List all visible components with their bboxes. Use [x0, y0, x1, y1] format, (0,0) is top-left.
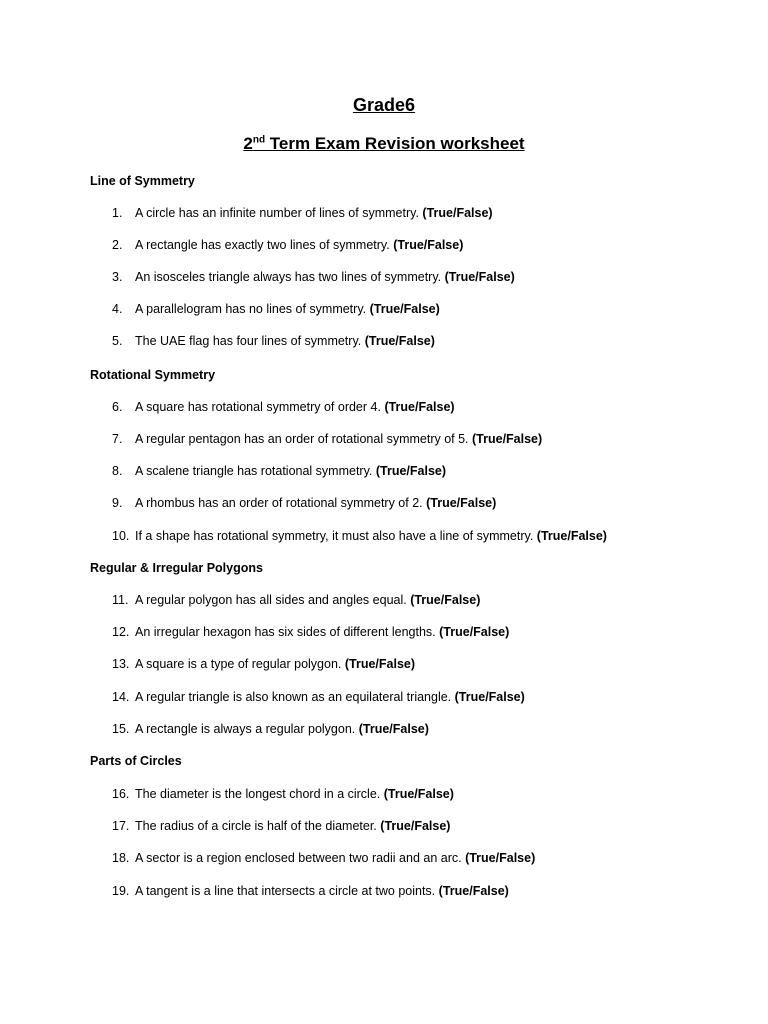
section-heading-line-of-symmetry: Line of Symmetry — [90, 174, 195, 188]
question-item — [112, 238, 463, 252]
question-item — [112, 270, 515, 284]
question-text: A rectangle has exactly two lines of symmetry. — [135, 238, 390, 252]
question-item — [112, 625, 509, 639]
question-item — [112, 400, 455, 414]
question-number: 8. — [112, 464, 123, 478]
true-false-label: (True/False) — [536, 529, 607, 543]
subtitle-text: Term Exam Revision worksheet — [265, 134, 525, 153]
question-item — [112, 851, 535, 865]
question-text: A square has rotational symmetry of order 4. — [135, 400, 381, 414]
question-number: 6. — [112, 400, 123, 414]
question-text: If a shape has rotational symmetry, it must also have a line of symmetry. — [135, 529, 534, 543]
question-text: An irregular hexagon has six sides of different lengths. — [135, 625, 436, 639]
question-item — [112, 302, 440, 316]
question-item — [112, 819, 450, 833]
question-text: The radius of a circle is half of the diameter. — [135, 819, 377, 833]
question-number: 14. — [112, 690, 130, 704]
question-item — [112, 787, 454, 801]
question-number: 7. — [112, 432, 123, 446]
true-false-label: (True/False) — [472, 432, 543, 446]
subtitle-superscript: nd — [252, 134, 266, 146]
section-heading-rotational-symmetry: Rotational Symmetry — [90, 368, 216, 382]
question-text: A sector is a region enclosed between two radii and an arc. — [135, 851, 462, 865]
question-text: A rhombus has an order of rotational symmetry of 2. — [135, 496, 423, 510]
question-number: 17. — [112, 819, 130, 833]
question-number: 5. — [112, 334, 123, 348]
true-false-label: (True/False) — [465, 851, 536, 865]
true-false-label: (True/False) — [364, 334, 435, 348]
true-false-label: (True/False) — [383, 787, 454, 801]
question-item — [112, 464, 446, 478]
question-number: 18. — [112, 851, 130, 865]
question-item — [112, 529, 607, 543]
true-false-label: (True/False) — [444, 270, 515, 284]
question-number: 11. — [112, 593, 129, 607]
question-text: A regular pentagon has an order of rotational symmetry of 5. — [135, 432, 469, 446]
question-item — [112, 496, 496, 510]
true-false-label: (True/False) — [358, 722, 429, 736]
true-false-label: (True/False) — [454, 690, 525, 704]
question-text: The UAE flag has four lines of symmetry. — [135, 334, 362, 348]
question-text: A square is a type of regular polygon. — [135, 657, 342, 671]
true-false-label: (True/False) — [422, 206, 493, 220]
true-false-label: (True/False) — [384, 400, 455, 414]
true-false-label: (True/False) — [344, 657, 416, 671]
worksheet-subtitle — [0, 134, 768, 154]
subtitle-ordinal: 2 — [243, 134, 253, 153]
true-false-label: (True/False) — [375, 464, 447, 478]
true-false-label: (True/False) — [410, 593, 481, 607]
question-number: 3. — [112, 270, 123, 284]
question-item — [112, 690, 525, 704]
worksheet-title: Grade6 — [352, 95, 416, 115]
question-number: 9. — [112, 496, 123, 510]
true-false-label: (True/False) — [438, 884, 509, 898]
question-number: 15. — [112, 722, 130, 736]
question-item — [112, 593, 480, 607]
question-text: A tangent is a line that intersects a circle at two points. — [135, 884, 436, 898]
question-item — [112, 432, 542, 446]
question-item — [112, 884, 509, 898]
question-text: A rectangle is always a regular polygon. — [135, 722, 356, 736]
question-text: A regular triangle is also known as an equilateral triangle. — [135, 690, 452, 704]
question-item — [112, 206, 493, 220]
true-false-label: (True/False) — [393, 238, 464, 252]
question-text: A regular polygon has all sides and angles equal. — [135, 593, 407, 607]
question-text: A scalene triangle has rotational symmetry. — [135, 464, 373, 478]
question-text: A circle has an infinite number of lines of symmetry. — [135, 206, 419, 220]
true-false-label: (True/False) — [426, 496, 497, 510]
question-text: The diameter is the longest chord in a circle. — [135, 787, 381, 801]
question-number: 2. — [112, 238, 123, 252]
true-false-label: (True/False) — [439, 625, 510, 639]
true-false-label: (True/False) — [369, 302, 440, 316]
question-item — [112, 657, 415, 671]
section-heading-parts-of-circles: Parts of Circles — [90, 754, 182, 768]
section-heading-polygons: Regular & Irregular Polygons — [90, 561, 263, 575]
question-item — [112, 334, 435, 348]
question-number: 19. — [112, 884, 130, 898]
question-number: 1. — [112, 206, 123, 220]
question-text: A parallelogram has no lines of symmetry. — [135, 302, 367, 316]
question-number: 12. — [112, 625, 130, 639]
true-false-label: (True/False) — [380, 819, 451, 833]
question-number: 16. — [112, 787, 130, 801]
question-number: 4. — [112, 302, 123, 316]
question-item — [112, 722, 429, 736]
question-number: 13. — [112, 657, 130, 671]
question-number: 10. — [112, 529, 130, 543]
question-text: An isosceles triangle always has two lines of symmetry. — [135, 270, 442, 284]
